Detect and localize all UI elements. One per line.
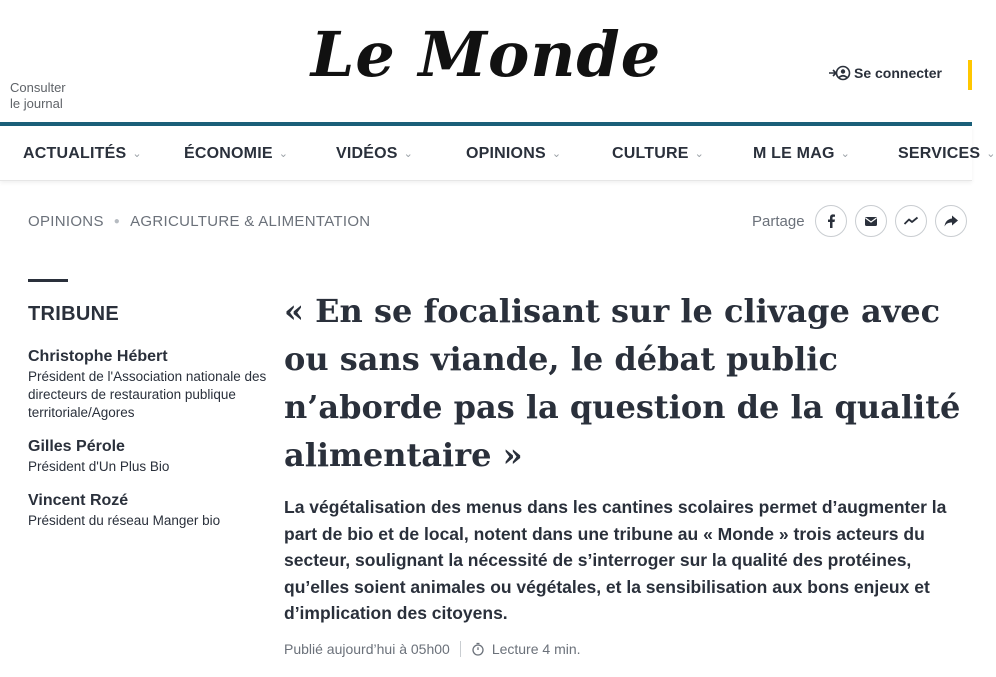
nav-m-le-mag[interactable] <box>753 126 850 181</box>
chevron-down-icon: ⌄ <box>132 148 142 160</box>
nav-culture[interactable] <box>612 126 704 181</box>
subscribe-button-edge[interactable] <box>968 60 972 90</box>
share-label: Partage <box>752 212 805 230</box>
article-title: « En se focalisant sur le clivage avec ou sans viande, le débat public n’aborde pas la question de la qualité alimentaire » <box>284 292 961 474</box>
reading-time: Lecture 4 min. <box>491 641 581 657</box>
site-header <box>0 0 972 124</box>
nav-videos[interactable] <box>336 126 413 181</box>
consult-line-1[interactable]: Consulter <box>10 80 66 95</box>
chevron-down-icon: ⌄ <box>278 148 289 160</box>
meta-divider <box>460 641 461 657</box>
breadcrumb <box>28 213 370 230</box>
breadcrumb-separator: ● <box>113 216 121 227</box>
le-monde-logo[interactable]: Le Monde <box>310 18 662 91</box>
share-more-button[interactable] <box>935 205 967 237</box>
nav-services[interactable] <box>898 126 996 181</box>
share-bar <box>752 205 967 237</box>
main-nav <box>0 126 996 181</box>
tribune-label: TRIBUNE <box>28 303 119 325</box>
publish-date: Publié aujourd’hui à 05h00 <box>284 641 450 657</box>
author-role: Président du réseau Manger bio <box>28 513 221 528</box>
email-icon <box>863 213 879 229</box>
author-role: Président d'Un Plus Bio <box>28 459 170 474</box>
author-name: Christophe Hébert <box>28 348 168 365</box>
breadcrumb-agriculture[interactable]: AGRICULTURE & ALIMENTATION <box>130 213 371 230</box>
chevron-down-icon: ⌄ <box>403 148 414 160</box>
article-meta <box>284 641 581 657</box>
timer-icon <box>471 642 485 656</box>
author-block <box>28 437 268 476</box>
chevron-down-icon: ⌄ <box>840 148 851 160</box>
nav-opinions[interactable] <box>466 126 561 181</box>
chevron-down-icon: ⌄ <box>694 148 705 160</box>
author-role: Président de l'Association nationale des directeurs de restauration publique territoriale/Agores <box>28 369 267 420</box>
share-messenger-button[interactable] <box>895 205 927 237</box>
share-email-button[interactable] <box>855 205 887 237</box>
nav-label[interactable]: M LE MAG <box>753 144 835 162</box>
nav-economie[interactable] <box>184 126 288 181</box>
author-block <box>28 491 268 530</box>
chevron-down-icon: ⌄ <box>986 148 996 160</box>
messenger-icon <box>903 213 919 229</box>
chevron-down-icon: ⌄ <box>551 148 562 160</box>
article-lede: La végétalisation des menus dans les cantines scolaires permet d’augmenter la part de bio et de local, notent dans une tribune au « Monde » trois acteurs du secteur, soulignant la nécessité de s’interroger sur la qualité des protéines, qu’elles soient animales ou végétales, et la sensibilisation aux bons enjeux et d’implication des citoyens. <box>284 497 947 623</box>
breadcrumb-opinions[interactable]: OPINIONS <box>28 213 104 230</box>
share-arrow-icon <box>943 213 959 229</box>
nav-actualites[interactable] <box>23 126 142 181</box>
author-name: Vincent Rozé <box>28 492 129 509</box>
facebook-icon <box>823 213 839 229</box>
author-name: Gilles Pérole <box>28 438 125 455</box>
nav-label[interactable]: VIDÉOS <box>336 144 398 162</box>
author-block <box>28 347 268 422</box>
login-button[interactable] <box>828 64 942 82</box>
share-facebook-button[interactable] <box>815 205 847 237</box>
nav-label[interactable]: CULTURE <box>612 144 689 162</box>
nav-label[interactable]: ÉCONOMIE <box>184 144 273 162</box>
login-label[interactable]: Se connecter <box>854 65 942 81</box>
tribune-rule <box>28 279 68 282</box>
nav-label[interactable]: OPINIONS <box>466 144 546 162</box>
consult-line-2[interactable]: le journal <box>10 96 63 111</box>
nav-label[interactable]: ACTUALITÉS <box>23 144 127 162</box>
nav-label[interactable]: SERVICES <box>898 144 981 162</box>
user-login-icon <box>828 64 850 82</box>
